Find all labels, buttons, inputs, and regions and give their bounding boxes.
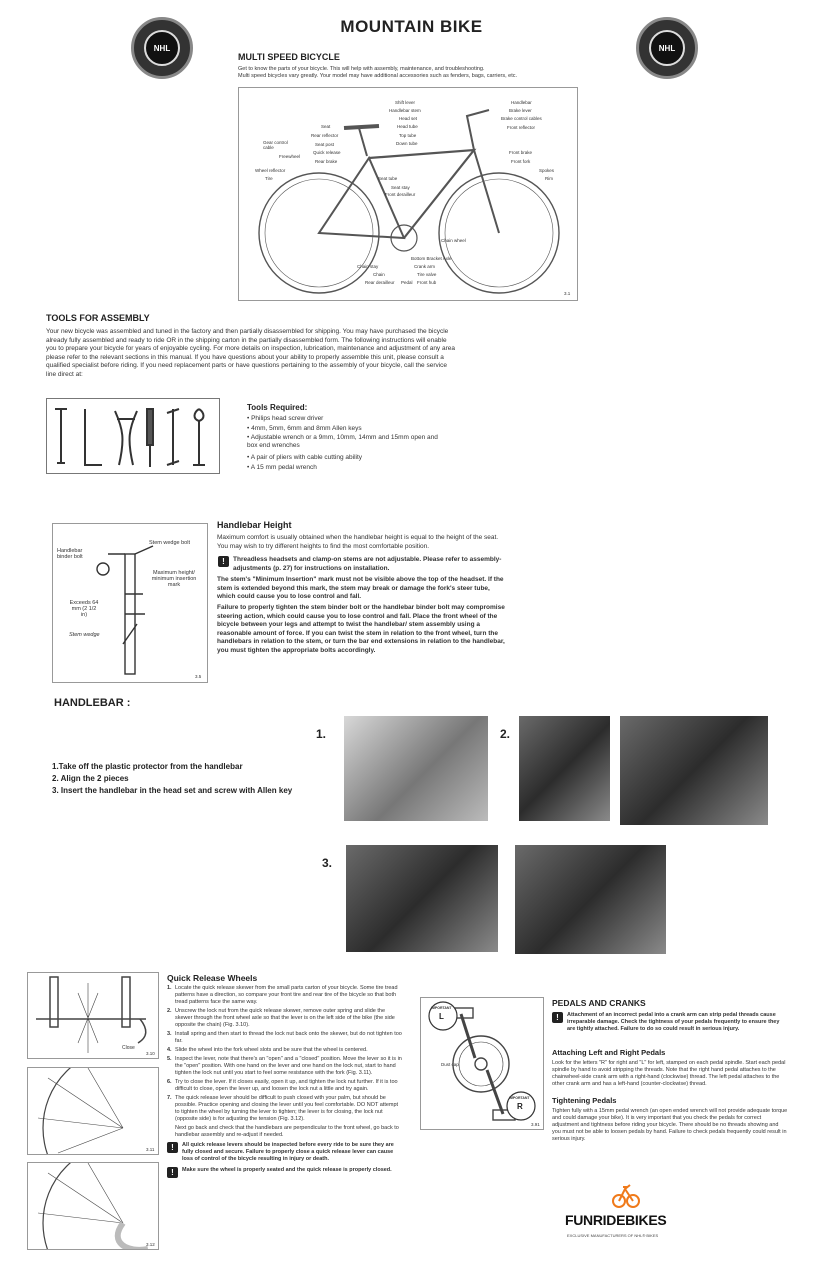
label-close: Close [122,1045,135,1051]
label-chain-stay: Chain stay [357,264,379,269]
handlebar-height-warning: Threadless headsets and clamp-on stems are not adjustable. Please refer to assembly-adjustments (p. 27) for instructions on installation. [233,556,502,572]
tools-heading: TOOLS FOR ASSEMBLY [46,313,150,323]
multi-speed-intro-1: Get to know the parts of your bicycle. This will help with assembly, maintenance, and troubleshooting. [238,66,485,72]
important-badge-r: IMPORTANT [509,1096,530,1100]
figure-number: 3.1 [564,291,571,296]
warning-icon: ! [167,1142,178,1153]
photo-step-1 [344,716,488,821]
handlebar-steps [52,761,292,797]
label-top-tube: Top tube [399,133,417,138]
qr-step: 7. The quick release lever should be difficult to push closed with your palm, but should be possible. Practice opening and closing the lever until you feel comfortable. DO NOT attempt to tighten the wheel by turning the lever to tighten; the lever is for closing, the lock nut (opposite side) is for adjusting the tension (Fig. 3.12). [167,1095,399,1122]
label-front-brake: Front brake [509,150,533,155]
qr-step: 2. Unscrew the lock nut from the quick release skewer, remove outer spring and slide the skewer through the front wheel axle so that the lever is on the left side of the bike (the side opposite the chain) (Fig. 3.10). [167,1008,395,1028]
photo-step-3b [515,845,666,954]
qr-step: 6. Try to close the lever. If it closes easily, open it up, and tighten the lock nut further. If it is too difficult to close, open the lever up, and loosen the lock nut a little and try again. [167,1079,398,1092]
handlebar-step: 2. Align the 2 pieces [52,774,129,783]
label-bottom-bracket-axle: Bottom Bracket Axle [411,256,452,261]
tool-item: • A 15 mm pedal wrench [247,464,317,471]
label-front-derailleur: Front derailleur [385,192,416,197]
label-brake-control-cables: Brake control cables [501,116,542,121]
figure-number: 3.5 [195,674,202,679]
handlebar-height-para1: Maximum comfort is usually obtained when the handlebar height is equal to the height of the seat. You may wish to try different heights to find the most comfortable position. [217,534,499,550]
tools-drawing [47,399,219,473]
handlebar-height-para2: The stem's "Minimum Insertion" mark must not be visible above the top of the headset. If the stem is extended beyond this mark, the stem may break or damage the fork's steer tube, which could cause you to lose control and fall. [217,576,504,600]
label-chain-wheel: Chain wheel [441,238,466,243]
label-down-tube: Down tube [396,141,418,146]
label-seat-tube: Seat tube [378,176,398,181]
label-stem-wedge-bolt: Stem wedge bolt [149,540,190,546]
attach-pedals-text: Look for the letters "R" for right and "L" for left, stamped on each pedal spindle. Start each pedal spindle by hand to avoid stripping the threads. Note that the right hand pedal attaches to the chainwheel-side crank arm with a right-hand (clockwise) thread. The left pedal attaches to the other crank arm and has a left-hand (counter-clockwise) thread. [552,1060,786,1087]
qr-warning-1: ! All quick release levers should be inspected before every ride to be sure they are fully closed and secure. Failure to properly close a quick release lever can cause loss of control of the bicycle resulting in injury or death. [167,1142,403,1163]
label-rear-reflector: Rear reflector [311,133,339,138]
brand-subtitle: EXCLUSIVE MANUFACTURERS OF NHL® BIKES [567,1233,659,1238]
label-pedal: Pedal [401,280,413,285]
handlebar-height-para3: Failure to properly tighten the stem binder bolt or the handlebar binder bolt may compromise steering action, which could cause you to lose control and fall. Place the front wheel of the bicycle between your legs and attempt to twist the handlebar/ stem assembly using a reasonable amount of force. If you can twist the stem in relation to the front wheel, turn the handlebars in relation to the stem, or turn the bar end extensions in relation to the handlebar, you must tighten the appropriate bolts accordingly. [217,604,505,654]
label-max-height: Maximum height/ minimum insertion mark [151,570,197,588]
qr-step: 5. Inspect the lever, note that there's an "open" and a "closed" position. Move the lever so it is in the "open" position. With one hand on the lever and one hand on the lock nut, start to hand tighten the lock nut until you start to feel some resistance with the fork (Fig. 3.11). [167,1056,402,1076]
label-rear-brake: Rear brake [315,159,338,164]
tool-item: • 4mm, 5mm, 6mm and 8mm Allen keys [247,425,362,432]
quick-release-fig-3 [27,1162,159,1250]
label-dust-cap: Dust cap [441,1062,459,1067]
label-head-tube: Head tube [397,124,418,129]
badge-r-letter: R [517,1102,523,1111]
label-seat: Seat [321,124,331,129]
handlebar-heading: HANDLEBAR : [54,697,131,709]
handlebar-step: 1.Take off the plastic protector from the handlebar [52,762,243,771]
brand-name: FUNRIDEBIKES [565,1212,667,1228]
label-handlebar-stem: Handlebar stem [389,108,421,113]
bike-diagram [238,87,578,301]
quick-release-steps [167,985,403,1178]
important-badge-l: IMPORTANT [431,1006,452,1010]
figure-number: 3.91 [531,1122,540,1127]
photo-step-2a [519,716,610,821]
tighten-pedals-heading: Tightening Pedals [552,1096,617,1105]
label-wheel-reflector: Wheel reflector [255,168,286,173]
label-shift-lever: Shift lever [395,100,416,105]
label-crank-arm: Crank arm [414,264,436,269]
quick-release-drawing-2 [28,1068,158,1154]
qr-next: Next go back and check that the handlebars are perpendicular to the front wheel, go back to handlebar assembly and re-adjust if needed. [175,1125,399,1138]
label-front-fork: Front fork [511,159,531,164]
label-front-hub: Front hub [417,280,437,285]
tools-required-list [247,414,447,473]
figure-number: 3.12 [146,1242,155,1247]
handlebar-step: 3. Insert the handlebar in the head set and screw with Allen key [52,786,293,795]
step-number-2: 2. [500,727,511,741]
nhl-seal-left: NHL [131,17,193,79]
photo-step-2b [620,716,768,825]
qr-step: 4. Slide the wheel into the fork wheel slots and be sure that the wheel is centered. [167,1047,368,1053]
label-tire-valve: Tire valve [417,272,437,277]
label-tire: Tire [265,176,273,181]
photo-step-3a [346,845,498,952]
step-number-1: 1. [316,727,327,741]
figure-number: 3.10 [146,1051,155,1056]
tighten-pedals-text: Tighten fully with a 15mm pedal wrench (an open ended wrench will not provide adequate torque and could damage your bike). It is very important that you check the pedals for correct adjustment and tightness before riding your bicycle. There should be no threads showing and you must not be able to loosen pedals by hand. Failure to check pedals frequently could result in serious injury. [552,1108,788,1142]
label-rim: Rim [545,176,553,181]
quick-release-drawing-1 [28,973,158,1058]
page-title: MOUNTAIN BIKE [340,17,483,36]
qr-step: 3. Install spring and then start to thread the lock nut back onto the skewer, but do not tighten too far. [167,1031,402,1044]
pedal-diagram [420,997,544,1130]
tool-item: • Adjustable wrench or a 9mm, 10mm, 14mm and 15mm open and box end wrenches [247,434,438,449]
stem-diagram [52,523,208,683]
multi-speed-intro-2: Multi speed bicycles vary greatly. Your model may have additional accessories such as fenders, bags, carriers, etc. [238,73,518,79]
handlebar-height-heading: Handlebar Height [217,520,292,530]
label-chain: Chain [373,272,385,277]
bike-logo-icon [612,1181,640,1211]
qr-warning-2: ! Make sure the wheel is properly seated and the quick release is properly closed. [167,1167,403,1178]
pedals-warning: ! Attachment of an incorrect pedal into a crank arm can strip pedal threads cause irreparable damage. Check the tightness of your pedals frequently to ensure they are tightly attached. Failure to do so could result in serious injury. [552,1012,788,1033]
tools-image [46,398,220,474]
label-head-set: Head set [399,116,418,121]
label-exceeds: Exceeds 64 mm (2 1/2 in) [69,600,99,618]
label-spokes: Spokes [539,168,555,173]
label-brake-lever: Brake lever [509,108,532,113]
label-gear-control-cable: Gear control cable [263,140,288,150]
label-binder-bolt: Handlebar binder bolt [57,548,83,560]
label-seat-stay: Seat stay [391,185,410,190]
nhl-seal-right: NHL [636,17,698,79]
label-rear-derailleur: Rear derailleur [365,280,395,285]
pedals-heading: PEDALS AND CRANKS [552,998,646,1008]
label-seat-post: Seat post [315,142,335,147]
attach-pedals-heading: Attaching Left and Right Pedals [552,1048,666,1057]
step-number-3: 3. [322,856,333,870]
warning-icon: ! [167,1167,178,1178]
label-quick-release: Quick release [313,150,341,155]
quick-release-fig-2 [27,1067,159,1155]
label-stem-wedge: Stem wedge [69,632,100,638]
badge-l-letter: L [439,1012,444,1021]
figure-number: 3.11 [146,1147,155,1152]
tools-paragraph: Your new bicycle was assembled and tuned in the factory and then partially disassembled for shipping. You may have purchased the bicycle already fully assembled and ready to ride OR in the shipping carton in the partially disassembled form. The following instructions will enable you to prepare your bicycle for years of enjoyable cycling. For more details on inspection, lubrication, maintenance and adjustment of any area please refer to the relevant sections in this manual. If you have questions about your ability to properly assemble this unit, please consult a qualified specialist before riding. If you need replacement parts or have questions pertaining to the assembly of your bicycle, call the service line direct at: [46,328,456,378]
label-front-reflector: Front reflector [507,125,536,130]
quick-release-drawing-3 [28,1163,158,1249]
tool-item: • Philips head screw driver [247,415,324,422]
qr-step: 1. Locate the quick release skewer from the small parts carton of your bicycle. Some tire tread patterns have a direction, so compare your front tire and rear tire of the bicycle so that both tread patterns face the same way. [167,985,398,1005]
quick-release-fig-1 [27,972,159,1059]
tool-item: • A pair of pliers with cable cutting ability [247,454,363,461]
warning-icon: ! [552,1012,563,1023]
label-freewheel: Freewheel [279,154,301,159]
multi-speed-heading: MULTI SPEED BICYCLE [238,52,340,62]
quick-release-heading: Quick Release Wheels [167,973,258,983]
label-handlebar: Handlebar [511,100,532,105]
tools-required-heading: Tools Required: [247,403,308,412]
warning-icon: ! [218,556,229,567]
